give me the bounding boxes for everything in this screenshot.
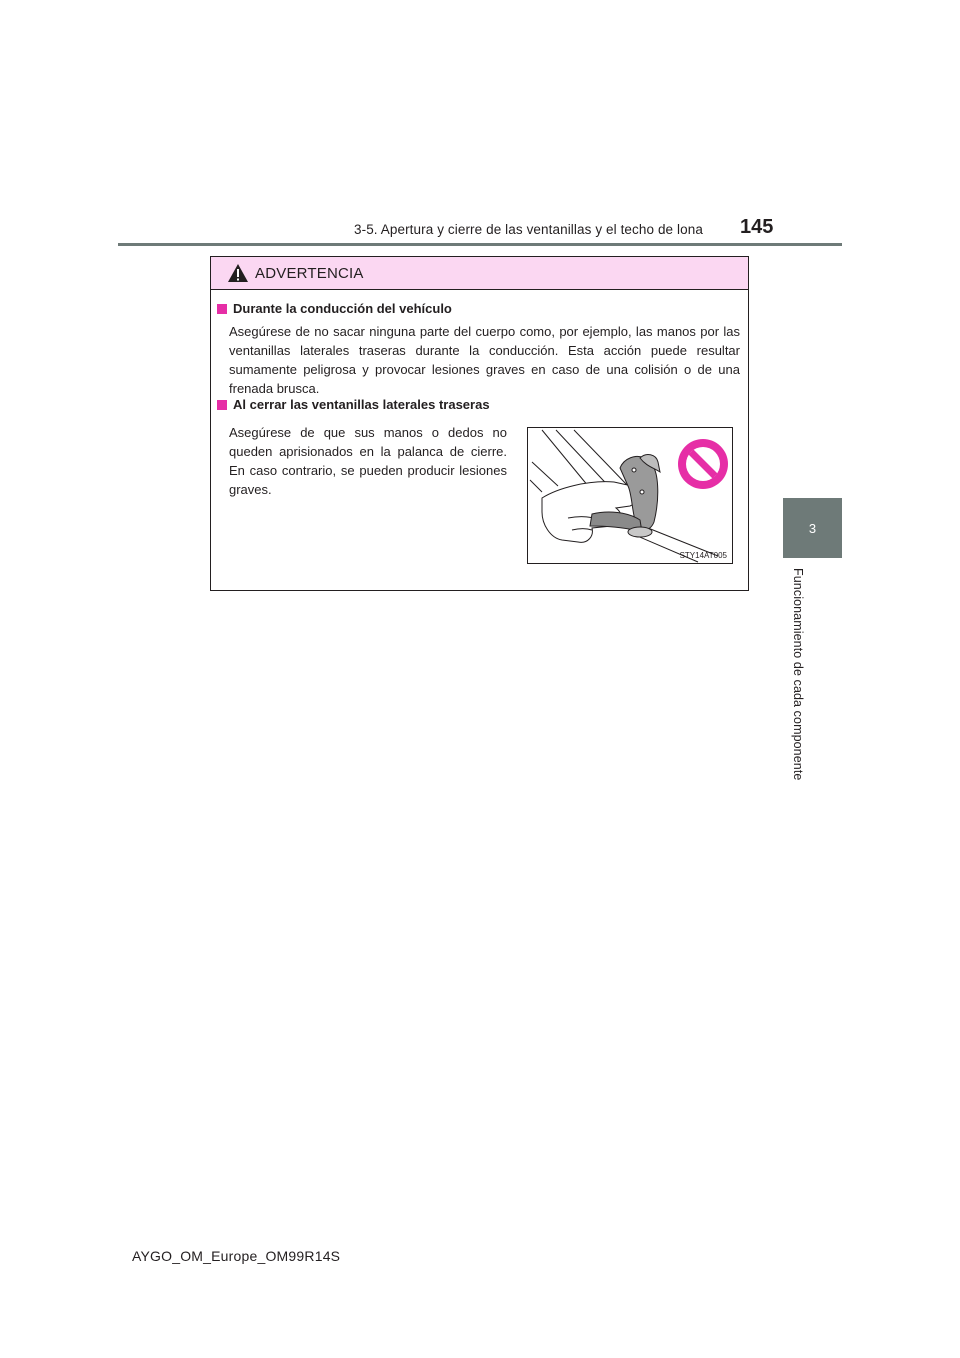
chapter-number: 3 <box>808 520 817 536</box>
warning-header <box>211 257 748 290</box>
section-heading-text: Al cerrar las ventanillas laterales traseras <box>233 397 490 412</box>
warning-title: ADVERTENCIA <box>255 264 364 282</box>
prohibition-icon <box>678 439 728 489</box>
section-body-closing: Asegúrese de que sus manos o dedos no queden aprisionados en la palanca de cierre. En caso contrario, se pueden producir lesiones graves. <box>229 425 507 497</box>
illustration-code: STY14AT005 <box>679 551 727 560</box>
warning-box <box>210 256 749 591</box>
section-heading-text: Durante la conducción del vehículo <box>233 301 452 316</box>
warning-triangle-icon <box>227 263 249 283</box>
header-rule <box>118 243 842 246</box>
chapter-tab <box>783 498 842 558</box>
section-heading-driving <box>217 301 452 316</box>
footer-doc-id: AYGO_OM_Europe_OM99R14S <box>132 1248 341 1264</box>
chapter-label: Funcionamiento de cada componente <box>791 568 805 781</box>
square-bullet-icon <box>217 400 227 410</box>
lever-illustration <box>527 427 733 564</box>
section-heading-closing <box>217 397 490 412</box>
page-number: 145 <box>740 216 774 238</box>
hand-on-lever-drawing <box>528 428 732 563</box>
section-body-driving: Asegúrese de no sacar ninguna parte del cuerpo como, por ejemplo, las manos por las ventanillas laterales traseras durante la conducción. Esta acción puede resultar sumamente peligrosa y provocar lesiones graves en caso de una colisión o de una frenada brusca. <box>229 324 740 396</box>
section-title: 3-5. Apertura y cierre de las ventanillas y el techo de lona <box>354 222 703 237</box>
square-bullet-icon <box>217 304 227 314</box>
